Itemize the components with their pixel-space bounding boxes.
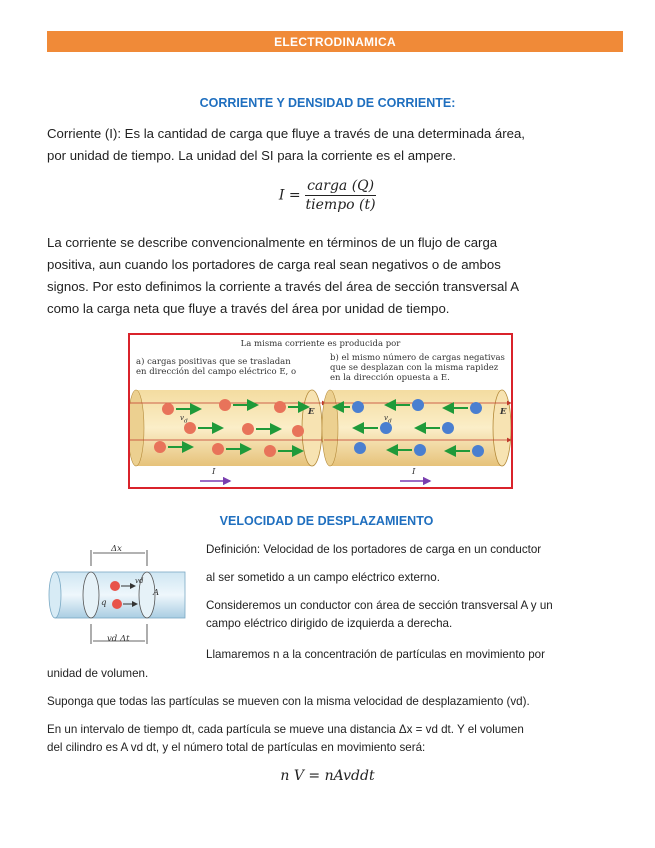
drift-symbol: v (180, 414, 184, 422)
title-banner: ELECTRODINAMICA (47, 31, 623, 52)
concentration-line: unidad de volumen. (47, 667, 149, 680)
drift-subscript: d (387, 418, 392, 425)
dx-label: Δx (111, 544, 122, 554)
concentration-line: Llamaremos n a la concentración de partículas en movimiento por (206, 648, 545, 661)
drift-symbol: v (384, 414, 388, 422)
charge-label: q (101, 598, 107, 608)
area-label: A (153, 588, 160, 598)
consider-line: campo eléctrico dirigido de izquierda a derecha. (206, 617, 453, 630)
drift-figure (47, 540, 197, 652)
interval-line: En un intervalo de tiempo dt, cada partícula se mueve una distancia Δx = vd dt. Y el volumen (47, 723, 524, 736)
caption-line: en dirección del campo eléctrico E, o (136, 367, 297, 377)
current-figure-graphic (130, 335, 511, 487)
vd-dt-label: vd Δt (107, 634, 130, 644)
formula-numerator: carga (Q) (307, 178, 375, 194)
paragraph-line: signos. Por esto definimos la corriente a través del área de sección transversal A (47, 279, 520, 294)
field-label-left: E (308, 407, 315, 417)
caption-line: a) cargas positivas que se trasladan (136, 357, 291, 367)
current-label-right: I (412, 467, 416, 477)
field-label-right: E (500, 407, 507, 417)
intro-line: Corriente (I): Es la cantidad de carga que fluye a través de una determinada área, (47, 126, 525, 141)
right-conductor (322, 390, 511, 481)
section-heading-drift: VELOCIDAD DE DESPLAZAMIENTO (219, 514, 434, 528)
current-description-paragraph (47, 232, 623, 320)
consider-line: Consideremos un conductor con área de sección transversal A y un (206, 599, 553, 612)
intro-line: por unidad de tiempo. La unidad del SI para la corriente es el ampere. (47, 148, 457, 163)
current-figure (128, 333, 513, 489)
paragraph-line: como la carga neta que fluye a través del área por unidad de tiempo. (47, 301, 450, 316)
intro-paragraph (47, 123, 623, 167)
drift-label-right (384, 413, 392, 426)
section-heading-current: CORRIENTE Y DENSIDAD DE CORRIENTE: (199, 96, 456, 110)
figure-title: La misma corriente es producida por (240, 339, 401, 349)
formula-lhs: I = (278, 187, 301, 204)
caption-line: en la dirección opuesta a E. (330, 373, 450, 383)
particle-count-formula: n V = nAvddt (280, 768, 375, 784)
definition-line: al ser sometido a un campo eléctrico externo. (206, 571, 440, 584)
drift-subscript: d (183, 418, 188, 425)
caption-line: b) el mismo número de cargas negativas (330, 353, 505, 363)
formula-denominator: tiempo (t) (305, 197, 376, 213)
drift-label-left (180, 413, 188, 426)
formula-fraction (305, 178, 376, 213)
interval-line: del cilindro es A vd dt, y el número total de partículas en movimiento será: (47, 741, 426, 754)
vd-label: vd (135, 577, 144, 585)
definition-line: Definición: Velocidad de los portadores de carga en un conductor (206, 543, 542, 556)
left-conductor (130, 390, 326, 481)
current-label-left: I (212, 467, 216, 477)
paragraph-line: La corriente se describe convencionalmente en términos de un flujo de carga (47, 235, 498, 250)
caption-line: que se desplazan con la misma rapidez (330, 363, 499, 373)
paragraph-line: positiva, aun cuando los portadores de carga real sean negativos o de ambos (47, 257, 501, 272)
current-formula (0, 178, 655, 213)
velocity-line: Suponga que todas las partículas se mueven con la misma velocidad de desplazamiento (vd). (47, 695, 530, 708)
